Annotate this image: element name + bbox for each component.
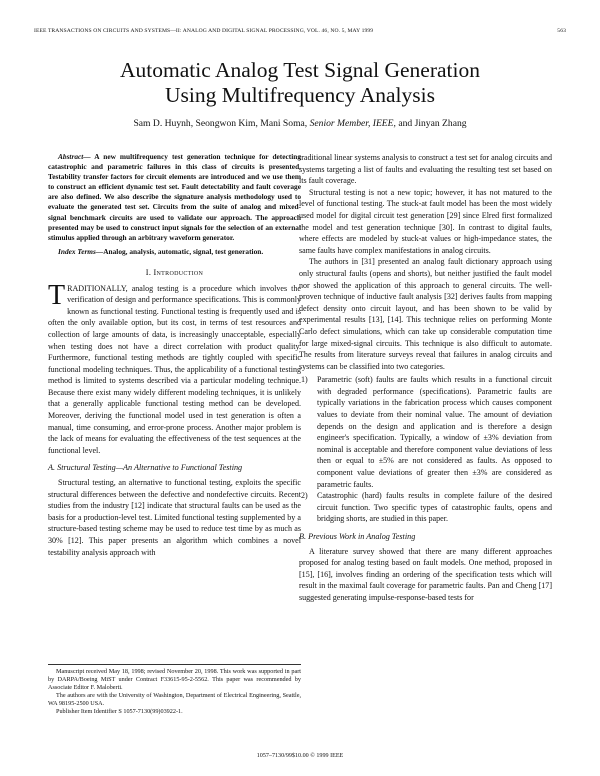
title-line-2: Using Multifrequency Analysis: [165, 83, 435, 107]
footnote-affiliation: The authors are with the University of Washington, Department of Electrical Engineering, Seattle, WA 98195-2500 USA.: [48, 692, 301, 708]
paper-title: [0, 58, 600, 108]
subsection-heading-b: B. Previous Work in Analog Testing: [299, 532, 416, 541]
running-head: [34, 28, 566, 34]
index-terms-label: Index Terms—: [58, 246, 104, 256]
author-line: [0, 118, 600, 129]
index-terms-text: Analog, analysis, automatic, signal, test generation.: [103, 246, 264, 256]
list-item-text: Catastrophic (hard) faults results in complete failure of the desired circuit function. Two specific types of catastrophic faults, opens and bridging shorts, are studied in this paper.: [317, 491, 552, 524]
subsection-b-paragraph: A literature survey showed that there are many different approaches proposed for analog testing based on fault models. One method, proposed in [15], [16], involves finding an ordering of the specification tests which will result in the maximal fault coverage for parametric faults. Pan and Cheng [17] suggested generating impulse-response-based tests for: [299, 546, 552, 602]
subsection-heading-a: A. Structural Testing—An Alternative to Functional Testing: [48, 463, 243, 473]
footnote-identifier: Publisher Item Identifier S 1057-7130(99)03922-1.: [56, 708, 183, 716]
subsection-a-paragraph: Structural testing, an alternative to functional testing, exploits the specific structural differences between the defective and nondefective circuits. Recent studies from the industry [12] indicate that structural faults can be used as the basis for a production-level test. Limited functional testing supplemented by a structure-based testing scheme may be used to reduce test time by as much as 30% [12]. This paper presents an algorithm which combines a novel testability analysis approach with: [48, 478, 301, 557]
list-item: [299, 490, 552, 525]
title-line-1: Automatic Analog Test Signal Generation: [120, 58, 480, 82]
section-heading-introduction: I. Introduction: [145, 267, 204, 277]
continued-paragraph: traditional linear systems analysis to construct a test set for analog circuits and systems targeting a list of faults and evaluating the resulting test set based on its fault coverage.: [299, 153, 552, 186]
list-item-number: 2): [301, 491, 308, 501]
footnote: [48, 664, 301, 717]
running-head-journal: IEEE TRANSACTIONS ON CIRCUITS AND SYSTEMS—II: ANALOG AND DIGITAL SIGNAL PROCESSING, VOL. 46, NO. 5, MAY 1999: [34, 28, 374, 34]
abstract-label: Abstract—: [58, 152, 91, 161]
copyright-line: 1057–7130/99$10.00 © 1999 IEEE: [256, 753, 344, 759]
index-terms: [48, 247, 301, 257]
drop-cap: T: [48, 279, 66, 311]
footnote-manuscript: Manuscript received May 18, 1998; revised November 20, 1998. This work was supported in part by DARPA/Boeing MiST under Contract F33615-95-2-5562. This paper was recommended by Associate Editor F. Maloberti.: [48, 668, 301, 692]
right-column: [299, 152, 552, 604]
paragraph-structural-testing: Structural testing is not a new topic; however, it has not matured to the level of functional testing. The stuck-at fault model has been the most widely used model for digital circuit test generation [29] since Elred first formalized the model and test generation technique [30]. In contrast to digital faults, where effects are modeled by stuck-at values or high-impedance states, the same faults have complex manifestations in analog circuits.: [299, 187, 552, 255]
list-item-text: Parametric (soft) faults are faults which results in a functional circuit with degraded performance (specifications). Parametric faults are typically variations in the fabrication process which causes component values to deviate from their nominal value. The amount of deviation depends on the design and application and is therefore a design engineer's specification. Typically, a window of ±3% deviation from nominal is acceptable and therefore component value deviations of less then or equal to ±5% are not considered as faults. As opposed to component value deviations of greater then ±3% are considered as parametric faults.: [317, 375, 552, 489]
left-column: [48, 152, 301, 558]
author-role: Senior Member, IEEE,: [309, 118, 396, 129]
abstract: [48, 152, 301, 243]
intro-text: analog testing is a procedure which involves the verification of design and performance specifications. This is commonly known as functional testing. Functional testing is frequently used and is often the only available option, but its cost, in terms of test resources and collection of large amounts of data, is increasingly unacceptable, especially when testing does not have a direct correlation with product quality. Furthermore, functional testing methods are tightly coupled with specific functional modeling techniques. Thus, the applicability of a functional testing method is limited to systems described via a particular modeling technique. Because there exist many widely different modeling techniques, it is unlikely that a generally applicable functional testing method can be developed. Moreover, deriving the functional model used in test generation is often a manual, time consuming, and error-prone process. Another major problem is the lack of means for evaluating the effectiveness of the test sequences at the functional level.: [48, 283, 301, 455]
paragraph-fault-dictionary: The authors in [31] presented an analog fault dictionary approach using only structural faults (opens and shorts), but neither justified the fault model nor showed the application of this approach to general circuits. The well-proven technique of inductive fault analysis [32] derives faults from mapping defect density onto circuit layout, and has been shown to be valid by experimental results [13], [14]. This technique relies on performing Monte Carlo defect simulations, which can take up considerable computation time for large mixed-signal circuits. This technique is also difficult to automate. The results from literature surveys reveal that failures in analog circuits and systems can be classified into two categories.: [299, 257, 552, 371]
page-number: 563: [557, 28, 566, 34]
abstract-text: A new multifrequency test generation technique for detecting catastrophic and parametric failures in this class of circuits is presented. Testability transfer factors for circuit elements are introduced and we use them to construct an efficient dynamic test set. Fault detectability and fault coverage are also defined. We also describe the signature analysis methodology used to evaluate the generated test set. Circuits from the suite of analog and mixed-signal benchmark circuits are used to validate our approach. The approach presented may be used to construct input signals for the selection of an external stimulus applied through an arbitrary waveform generator.: [48, 152, 301, 242]
author-last: and Jinyan Zhang: [398, 118, 467, 129]
fault-category-list: [299, 374, 552, 525]
list-item-number: 1): [301, 375, 308, 385]
author-names: Sam D. Huynh, Seongwon Kim, Mani Soma,: [133, 118, 308, 129]
list-item: [299, 374, 552, 490]
intro-paragraph: [48, 279, 301, 457]
intro-lead-word: RADITIONALLY,: [67, 283, 128, 293]
